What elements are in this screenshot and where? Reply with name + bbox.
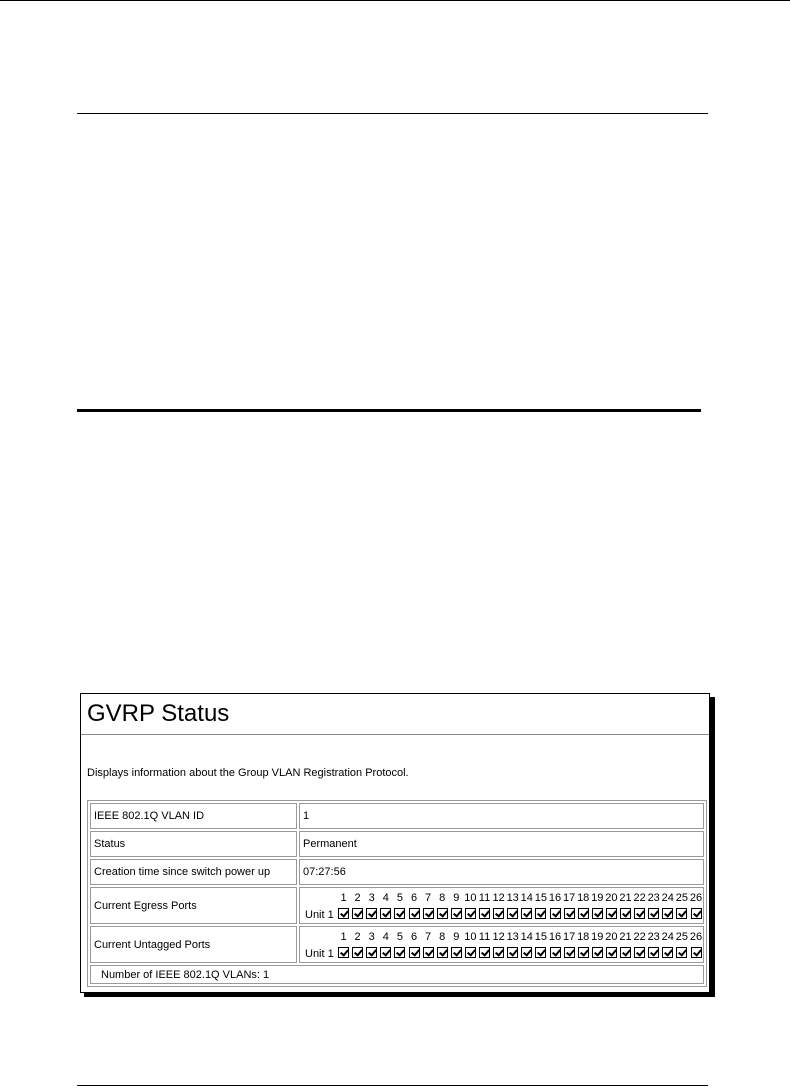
vlan-id-value: 1 xyxy=(299,803,704,829)
egress-port-number: 21 xyxy=(619,891,632,904)
untagged-port-number: 26 xyxy=(689,930,703,943)
egress-port-checkbox[interactable] xyxy=(479,908,490,919)
untagged-port-checkbox[interactable] xyxy=(465,947,476,958)
gvrp-info-table xyxy=(87,800,707,987)
egress-port-checkbox[interactable] xyxy=(662,908,673,919)
egress-port-number: 15 xyxy=(534,891,548,904)
table-row xyxy=(90,859,704,885)
egress-port-number: 19 xyxy=(591,891,604,904)
untagged-port-number: 12 xyxy=(492,930,505,943)
egress-port-number: 8 xyxy=(439,891,446,904)
egress-port-number: 9 xyxy=(453,891,460,904)
untagged-port-checkbox[interactable] xyxy=(676,947,687,958)
untagged-port-checkbox[interactable] xyxy=(338,947,349,958)
untagged-port-checkbox[interactable] xyxy=(437,947,448,958)
untagged-port-number: 16 xyxy=(548,930,562,943)
egress-port-number: 2 xyxy=(354,891,361,904)
gvrp-status-panel xyxy=(80,693,710,993)
untagged-port-checkbox[interactable] xyxy=(493,947,504,958)
table-row xyxy=(90,965,704,984)
egress-port-grid xyxy=(303,889,703,923)
table-row xyxy=(90,926,704,963)
untagged-ports-label: Current Untagged Ports xyxy=(90,926,297,963)
egress-port-number: 24 xyxy=(661,891,674,904)
egress-port-checkbox[interactable] xyxy=(648,908,659,919)
untagged-port-number: 24 xyxy=(661,930,674,943)
egress-ports-cell xyxy=(299,887,704,924)
egress-port-number: 5 xyxy=(396,891,403,904)
egress-port-number: 22 xyxy=(633,891,646,904)
egress-port-checkbox[interactable] xyxy=(634,908,645,919)
egress-port-checkbox[interactable] xyxy=(606,908,617,919)
untagged-port-checkbox[interactable] xyxy=(352,947,363,958)
egress-port-number: 11 xyxy=(478,891,491,904)
egress-port-checkbox[interactable] xyxy=(465,908,476,919)
egress-port-checkbox[interactable] xyxy=(564,908,575,919)
untagged-port-number: 15 xyxy=(534,930,548,943)
unit-label: Unit 1 xyxy=(305,947,334,960)
untagged-port-number: 1 xyxy=(340,930,347,943)
untagged-port-checkbox[interactable] xyxy=(620,947,631,958)
untagged-ports-cell xyxy=(299,926,704,963)
egress-port-number: 13 xyxy=(506,891,519,904)
untagged-port-checkbox[interactable] xyxy=(366,947,377,958)
egress-port-checkbox[interactable] xyxy=(352,908,363,919)
egress-port-checkbox[interactable] xyxy=(409,908,420,919)
untagged-port-number: 23 xyxy=(647,930,660,943)
egress-ports-label: Current Egress Ports xyxy=(90,887,297,924)
untagged-port-checkbox[interactable] xyxy=(479,947,490,958)
egress-port-checkbox[interactable] xyxy=(620,908,631,919)
table-row xyxy=(90,803,704,829)
vlan-id-label: IEEE 802.1Q VLAN ID xyxy=(90,803,297,829)
untagged-port-number: 17 xyxy=(562,930,576,943)
egress-port-number: 25 xyxy=(675,891,689,904)
untagged-port-checkbox[interactable] xyxy=(592,947,603,958)
untagged-port-number: 7 xyxy=(425,930,432,943)
egress-port-checkbox[interactable] xyxy=(578,908,589,919)
egress-port-checkbox[interactable] xyxy=(394,908,405,919)
header-rule xyxy=(77,113,708,114)
page-title: GVRP Status xyxy=(87,700,230,727)
egress-port-checkbox[interactable] xyxy=(366,908,377,919)
unit-label: Unit 1 xyxy=(305,908,334,921)
untagged-port-checkbox[interactable] xyxy=(380,947,391,958)
untagged-port-number: 22 xyxy=(633,930,646,943)
untagged-port-number: 11 xyxy=(478,930,491,943)
status-value: Permanent xyxy=(299,831,704,857)
title-divider xyxy=(81,734,709,735)
egress-port-checkbox[interactable] xyxy=(507,908,518,919)
untagged-port-checkbox[interactable] xyxy=(564,947,575,958)
untagged-port-checkbox[interactable] xyxy=(507,947,518,958)
untagged-port-number: 10 xyxy=(464,930,477,943)
status-label: Status xyxy=(90,831,297,857)
egress-port-number: 1 xyxy=(340,891,347,904)
untagged-port-checkbox[interactable] xyxy=(550,947,561,958)
egress-port-number: 3 xyxy=(368,891,375,904)
egress-port-checkbox[interactable] xyxy=(521,908,532,919)
untagged-port-checkbox[interactable] xyxy=(409,947,420,958)
untagged-port-number: 8 xyxy=(439,930,446,943)
egress-port-checkbox[interactable] xyxy=(338,908,349,919)
creation-time-label: Creation time since switch power up xyxy=(90,859,297,885)
egress-port-checkbox[interactable] xyxy=(676,908,687,919)
egress-port-number: 18 xyxy=(577,891,590,904)
untagged-port-number: 3 xyxy=(368,930,375,943)
untagged-port-checkbox[interactable] xyxy=(423,947,434,958)
egress-port-number: 16 xyxy=(548,891,562,904)
egress-port-number: 14 xyxy=(520,891,533,904)
untagged-port-checkbox[interactable] xyxy=(634,947,645,958)
table-row xyxy=(90,831,704,857)
creation-time-value: 07:27:56 xyxy=(299,859,704,885)
page-description: Displays information about the Group VLAN Registration Protocol. xyxy=(87,767,409,779)
egress-port-number: 17 xyxy=(562,891,576,904)
top-rule xyxy=(0,0,790,1)
untagged-port-number: 13 xyxy=(506,930,519,943)
untagged-port-number: 18 xyxy=(577,930,590,943)
egress-port-checkbox[interactable] xyxy=(451,908,462,919)
egress-port-number: 10 xyxy=(464,891,477,904)
untagged-port-grid xyxy=(303,928,703,962)
untagged-port-checkbox[interactable] xyxy=(451,947,462,958)
untagged-port-checkbox[interactable] xyxy=(606,947,617,958)
untagged-port-checkbox[interactable] xyxy=(691,947,702,958)
egress-port-checkbox[interactable] xyxy=(423,908,434,919)
egress-port-number: 23 xyxy=(647,891,660,904)
untagged-port-checkbox[interactable] xyxy=(535,947,546,958)
egress-port-checkbox[interactable] xyxy=(535,908,546,919)
egress-port-checkbox[interactable] xyxy=(493,908,504,919)
untagged-port-number: 2 xyxy=(354,930,361,943)
untagged-port-checkbox[interactable] xyxy=(662,947,673,958)
egress-port-number: 12 xyxy=(492,891,505,904)
untagged-port-checkbox[interactable] xyxy=(578,947,589,958)
egress-port-checkbox[interactable] xyxy=(691,908,702,919)
egress-port-number: 26 xyxy=(689,891,703,904)
section-rule xyxy=(77,409,701,412)
untagged-port-number: 25 xyxy=(675,930,689,943)
untagged-port-number: 21 xyxy=(619,930,632,943)
untagged-port-number: 9 xyxy=(453,930,460,943)
untagged-port-number: 6 xyxy=(410,930,418,943)
untagged-port-checkbox[interactable] xyxy=(394,947,405,958)
egress-port-checkbox[interactable] xyxy=(550,908,561,919)
untagged-port-number: 19 xyxy=(591,930,604,943)
untagged-port-checkbox[interactable] xyxy=(521,947,532,958)
egress-port-number: 6 xyxy=(410,891,418,904)
untagged-port-number: 4 xyxy=(382,930,389,943)
untagged-port-number: 14 xyxy=(520,930,533,943)
egress-port-number: 20 xyxy=(605,891,618,904)
egress-port-checkbox[interactable] xyxy=(592,908,603,919)
untagged-port-checkbox[interactable] xyxy=(648,947,659,958)
untagged-port-number: 5 xyxy=(396,930,403,943)
egress-port-checkbox[interactable] xyxy=(380,908,391,919)
bottom-rule xyxy=(77,1085,708,1086)
egress-port-number: 4 xyxy=(382,891,389,904)
untagged-port-number: 20 xyxy=(605,930,618,943)
egress-port-number: 7 xyxy=(425,891,432,904)
vlan-count-footer: Number of IEEE 802.1Q VLANs: 1 xyxy=(90,965,704,984)
egress-port-checkbox[interactable] xyxy=(437,908,448,919)
table-row xyxy=(90,887,704,924)
